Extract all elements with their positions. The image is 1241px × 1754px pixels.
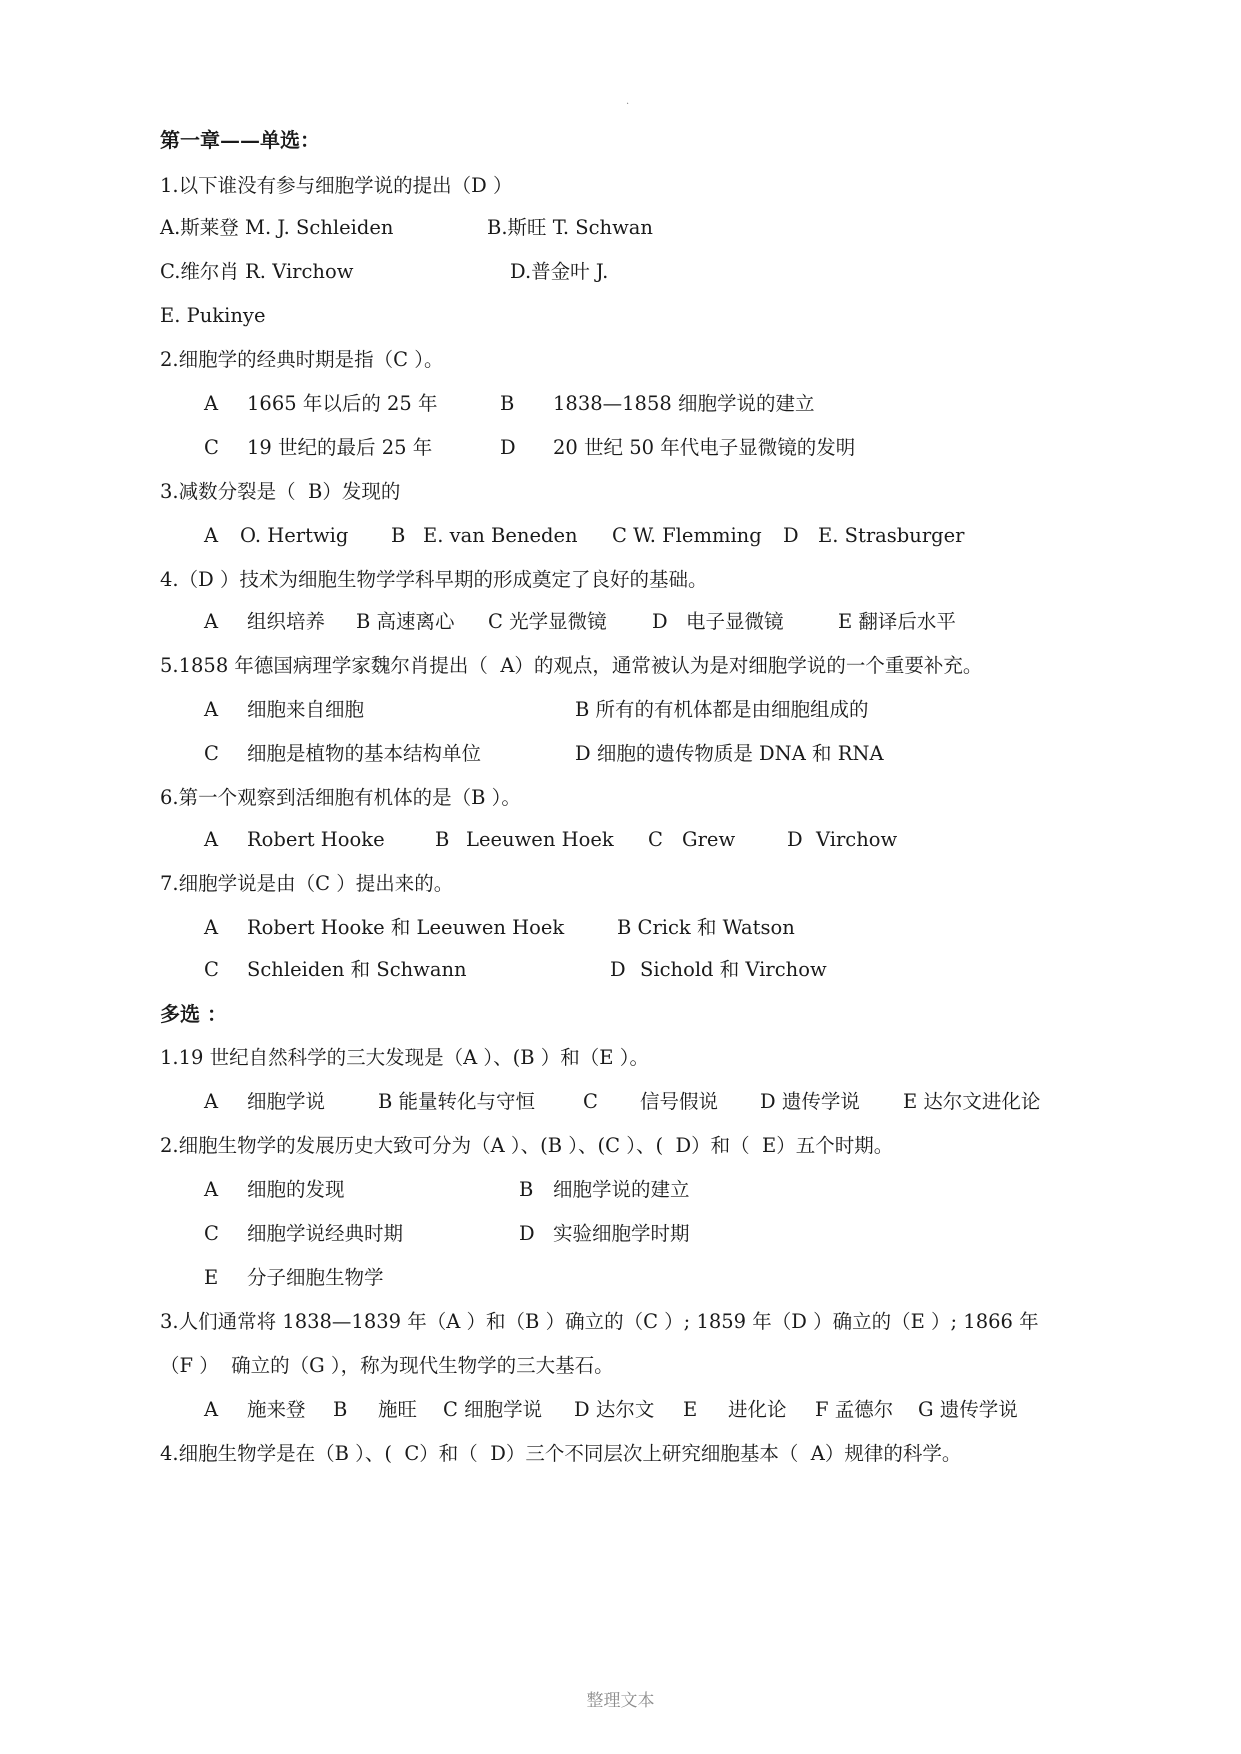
option-text: G 遗传学说: [918, 1398, 1018, 1421]
option-text: 进化论: [728, 1398, 787, 1421]
option-text: B 能量转化与守恒: [378, 1090, 536, 1113]
option-text: D: [652, 610, 668, 633]
section-heading: 多选 ：: [160, 1002, 227, 1026]
option-text: F 孟德尔: [815, 1398, 894, 1421]
option-text: D: [787, 828, 803, 851]
option-text: 信号假说: [640, 1090, 719, 1113]
option-text: O. Hertwig: [240, 524, 349, 547]
option-text: Robert Hooke 和 Leeuwen Hoek: [247, 916, 565, 939]
option-text: A: [204, 1398, 219, 1421]
option-text: 细胞学说: [247, 1090, 326, 1113]
question-line: 4.（D ）技术为细胞生物学学科早期的形成奠定了良好的基础。: [160, 568, 708, 591]
option-text: B: [500, 392, 515, 415]
option-text: E: [204, 1266, 219, 1289]
option-text: C 细胞学说: [443, 1398, 543, 1421]
option-text: 组织培养: [247, 610, 326, 633]
question-line: 2.细胞生物学的发展历史大致可分为（A ）、(B ）、(C ）、( D）和（ E）五个时期。: [160, 1134, 894, 1157]
option-text: B Crick 和 Watson: [617, 916, 795, 939]
option-text: A: [204, 610, 219, 633]
question-line: 3.人们通常将 1838—1839 年（A ）和（B ）确立的（C ）; 1859 年（D ）确立的（E ）; 1866 年: [160, 1310, 1039, 1333]
option-text: B.斯旺 T. Schwan: [487, 216, 653, 239]
option-text: A: [204, 524, 219, 547]
option-text: D: [783, 524, 799, 547]
question-line: 5.1858 年德国病理学家魏尔肖提出（ A）的观点，通常被认为是对细胞学说的一个重要补充。: [160, 654, 983, 677]
option-text: A: [204, 698, 219, 721]
option-text: 1665 年以后的 25 年: [247, 392, 438, 415]
option-text: E. Strasburger: [818, 524, 965, 547]
option-text: E: [683, 1398, 698, 1421]
option-text: B: [519, 1178, 534, 1201]
option-text: 20 世纪 50 年代电子显微镜的发明: [553, 436, 856, 459]
option-text: 1838—1858 细胞学说的建立: [553, 392, 815, 415]
option-text: C: [648, 828, 663, 851]
option-text: 施旺: [378, 1398, 418, 1421]
option-text: D 细胞的遗传物质是 DNA 和 RNA: [575, 742, 884, 765]
option-text: A: [204, 828, 219, 851]
question-line: 6.第一个观察到活细胞有机体的是（B ）。: [160, 786, 521, 809]
option-text: C.维尔肖 R. Virchow: [160, 260, 354, 283]
option-text: E. van Beneden: [423, 524, 578, 547]
option-text: D: [610, 958, 626, 981]
page-footer: 整理文本: [586, 1691, 655, 1711]
option-text: B: [391, 524, 406, 547]
option-text: 细胞学说经典时期: [247, 1222, 404, 1245]
option-text: D: [519, 1222, 535, 1245]
option-text: 实验细胞学时期: [553, 1222, 690, 1245]
question-line: 7.细胞学说是由（C ）提出来的。: [160, 872, 454, 895]
option-text: B: [333, 1398, 348, 1421]
option-text: B 高速离心: [356, 610, 455, 633]
option-text: 19 世纪的最后 25 年: [247, 436, 433, 459]
question-line: E. Pukinye: [160, 304, 266, 327]
option-text: C W. Flemming: [612, 524, 762, 547]
option-text: B: [435, 828, 450, 851]
question-line: 4.细胞生物学是在（B ）、( C）和（ D）三个不同层次上研究细胞基本（ A）规律的科学。: [160, 1442, 962, 1465]
option-text: C 光学显微镜: [488, 610, 607, 633]
header-dot: .: [626, 96, 630, 107]
option-text: E 达尔文进化论: [903, 1090, 1041, 1113]
option-text: B 所有的有机体都是由细胞组成的: [575, 698, 869, 721]
option-text: C: [204, 1222, 219, 1245]
option-text: Virchow: [816, 828, 898, 851]
option-text: Robert Hooke: [247, 828, 385, 851]
option-text: C: [583, 1090, 598, 1113]
question-line: 3.减数分裂是（ B）发现的: [160, 480, 401, 503]
option-text: D 达尔文: [574, 1398, 655, 1421]
option-text: A: [204, 916, 219, 939]
option-text: A: [204, 1178, 219, 1201]
option-text: D.普金叶 J.: [510, 260, 609, 283]
option-text: Sichold 和 Virchow: [640, 958, 827, 981]
option-text: Leeuwen Hoek: [466, 828, 614, 851]
option-text: 细胞的发现: [247, 1178, 345, 1201]
option-text: E 翻译后水平: [838, 610, 956, 633]
option-text: A.斯莱登 M. J. Schleiden: [160, 216, 394, 239]
option-text: 细胞是植物的基本结构单位: [247, 742, 482, 765]
option-text: 细胞来自细胞: [247, 698, 365, 721]
option-text: Schleiden 和 Schwann: [247, 958, 467, 981]
section-heading: 第一章——单选：: [160, 128, 320, 152]
option-text: 分子细胞生物学: [247, 1266, 384, 1289]
option-text: Grew: [682, 828, 736, 851]
option-text: C: [204, 436, 219, 459]
question-line: 1.以下谁没有参与细胞学说的提出（D ）: [160, 174, 513, 197]
question-line: 1.19 世纪自然科学的三大发现是（A ）、(B ）和（E ）。: [160, 1046, 649, 1069]
option-text: D: [500, 436, 516, 459]
question-line: （F ） 确立的（G ），称为现代生物学的三大基石。: [160, 1354, 614, 1377]
option-text: C: [204, 742, 219, 765]
option-text: 细胞学说的建立: [553, 1178, 690, 1201]
option-text: 电子显微镜: [686, 610, 784, 633]
option-text: 施来登: [247, 1398, 306, 1421]
option-text: C: [204, 958, 219, 981]
question-line: 2.细胞学的经典时期是指（C ）。: [160, 348, 444, 371]
option-text: A: [204, 1090, 219, 1113]
option-text: A: [204, 392, 219, 415]
option-text: D 遗传学说: [760, 1090, 860, 1113]
